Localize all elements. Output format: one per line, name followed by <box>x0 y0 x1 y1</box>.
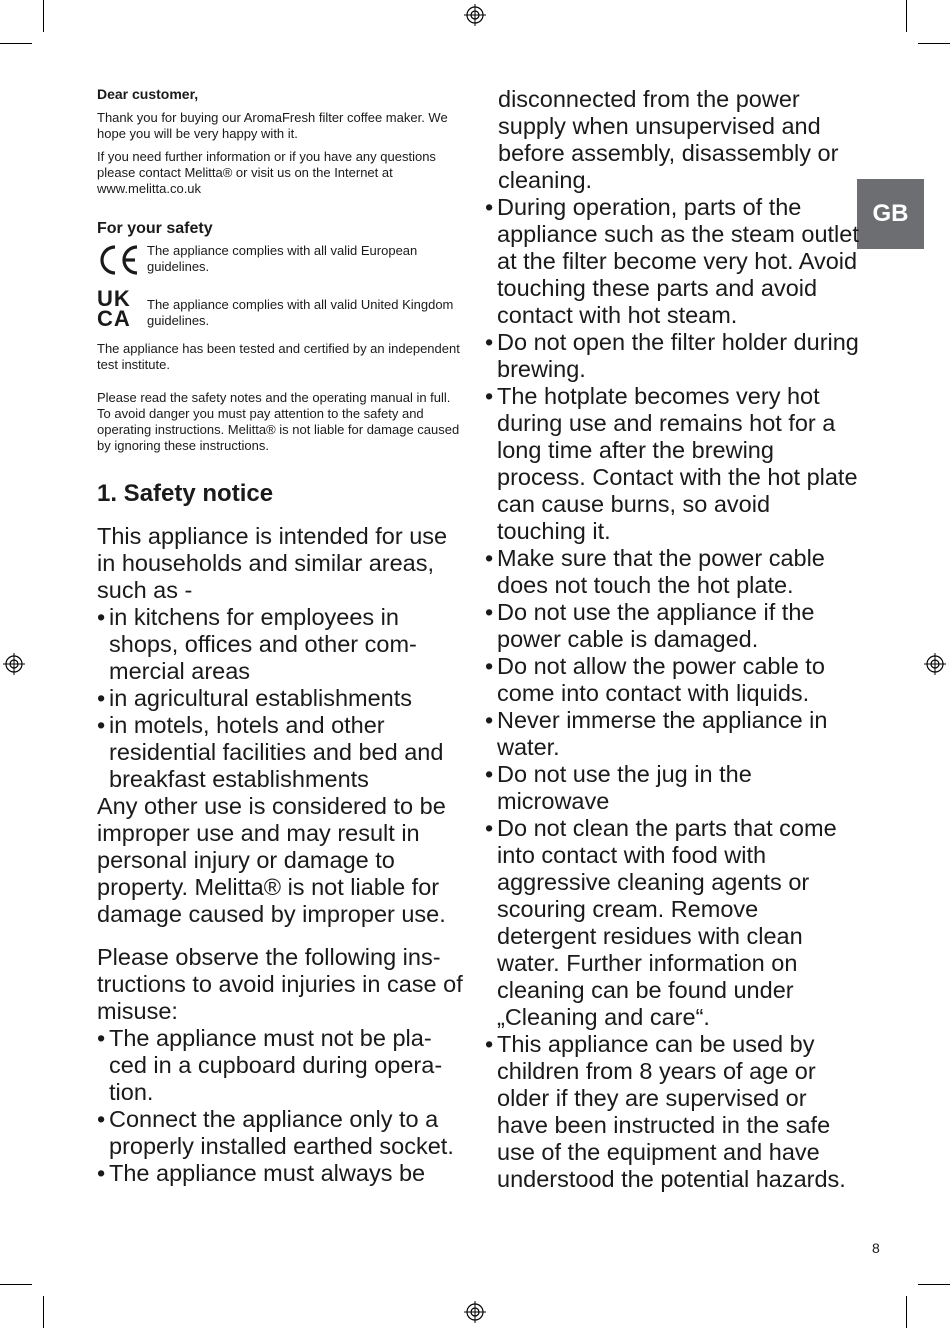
crop-mark <box>918 43 950 44</box>
greeting: Dear customer, <box>97 86 199 102</box>
crop-mark <box>43 0 44 32</box>
language-tab <box>857 179 924 249</box>
list-item: • Connect the appliance only to a properly installed earthed socket. <box>97 1106 467 1160</box>
ukca-mark-bottom: CA <box>97 306 131 331</box>
crop-mark <box>0 43 32 44</box>
use-areas-list <box>97 604 467 793</box>
crop-mark <box>0 1284 32 1285</box>
page-number: 8 <box>872 1240 880 1256</box>
list-item: • The hotplate becomes very hot during use and remains hot for a long time after the brewing process. Contact with the hot plate can cause burns, so avoid touching it. <box>485 383 860 545</box>
tested-paragraph: The appliance has been tested and certified by an independent test institute. <box>97 341 460 372</box>
section-title: 1. Safety notice <box>97 480 274 507</box>
crop-mark <box>906 0 907 32</box>
crop-mark <box>906 1296 907 1328</box>
list-item: • Do not clean the parts that come into contact with food with aggressive cleaning agents or scouring cream. Remove detergent residues with clean water. Further information on cleaning can be found under „Cleaning and care“. <box>485 815 860 1031</box>
ukca-mark-top: UK <box>97 286 131 311</box>
other-use-paragraph: Any other use is considered to be improper use and may result in personal injury or damage to property. Melitta® is not liable for damage caused by improper use. <box>97 793 446 927</box>
list-item: • in motels, hotels and other residential facilities and bed and breakfast establishments <box>97 712 467 793</box>
instructions-right-list <box>485 194 860 1193</box>
list-item: • in kitchens for employees in shops, offices and other com- mercial areas <box>97 604 467 685</box>
list-item: • Make sure that the power cable does not touch the hot plate. <box>485 545 860 599</box>
list-item: • Do not allow the power cable to come into contact with liquids. <box>485 653 860 707</box>
registration-mark-icon <box>924 653 946 675</box>
list-item: • During operation, parts of the appliance such as the steam outlet at the filter become very hot. Avoid touching these parts and avoid contact with hot steam. <box>485 194 860 329</box>
ukca-certification <box>97 286 467 331</box>
registration-mark-icon <box>464 1301 486 1323</box>
ce-certification <box>97 243 467 282</box>
list-item: • Do not open the filter holder during brewing. <box>485 329 860 383</box>
list-item: • The appliance must always be <box>97 1160 467 1187</box>
list-item: • This appliance can be used by children from 8 years of age or older if they are supervised or have been instructed in the safe use of the equipment and have understood the potential hazards. <box>485 1031 860 1193</box>
crop-mark <box>43 1296 44 1328</box>
list-item: • Do not use the jug in the microwave <box>485 761 860 815</box>
ce-mark-svg <box>97 243 141 277</box>
list-item: • Do not use the appliance if the power cable is damaged. <box>485 599 860 653</box>
ce-mark-icon <box>97 243 147 282</box>
safety-heading: For your safety <box>97 220 213 237</box>
registration-mark-icon <box>464 4 486 26</box>
list-item: • Never immerse the appliance in water. <box>485 707 860 761</box>
read-notes-paragraph: Please read the safety notes and the operating manual in full. To avoid danger you must pay attention to the safety and operating instructions. Melitta® is not liable for damage caused by ignoring these instructions. <box>97 390 460 453</box>
list-item: • The appliance must not be pla- ced in a cupboard during opera- tion. <box>97 1025 467 1106</box>
intended-use-paragraph: This appliance is intended for use in households and similar areas, such as - <box>97 523 448 603</box>
language-tab-label: GB <box>872 200 909 227</box>
contact-paragraph: If you need further information or if you have any questions please contact Melitta® or visit us on the Internet at www.melitta.co.uk <box>97 149 436 196</box>
left-column <box>97 86 467 1187</box>
ukca-mark-icon <box>97 286 147 331</box>
thanks-paragraph: Thank you for buying our AromaFresh filter coffee maker. We hope you will be very happy with it. <box>97 110 448 141</box>
instructions-left-list <box>97 1025 467 1187</box>
observe-paragraph: Please observe the following ins- tructions to avoid injuries in case of misuse: <box>97 944 463 1024</box>
crop-mark <box>918 1284 950 1285</box>
ce-text: The appliance complies with all valid European guidelines. <box>147 243 418 274</box>
registration-mark-icon <box>3 653 25 675</box>
ukca-text: The appliance complies with all valid United Kingdom guidelines. <box>147 297 454 328</box>
right-column <box>485 86 860 1193</box>
continuation-paragraph: disconnected from the power supply when unsupervised and before assembly, disassembly or cleaning. <box>498 86 839 193</box>
list-item: • in agricultural establishments <box>97 685 467 712</box>
